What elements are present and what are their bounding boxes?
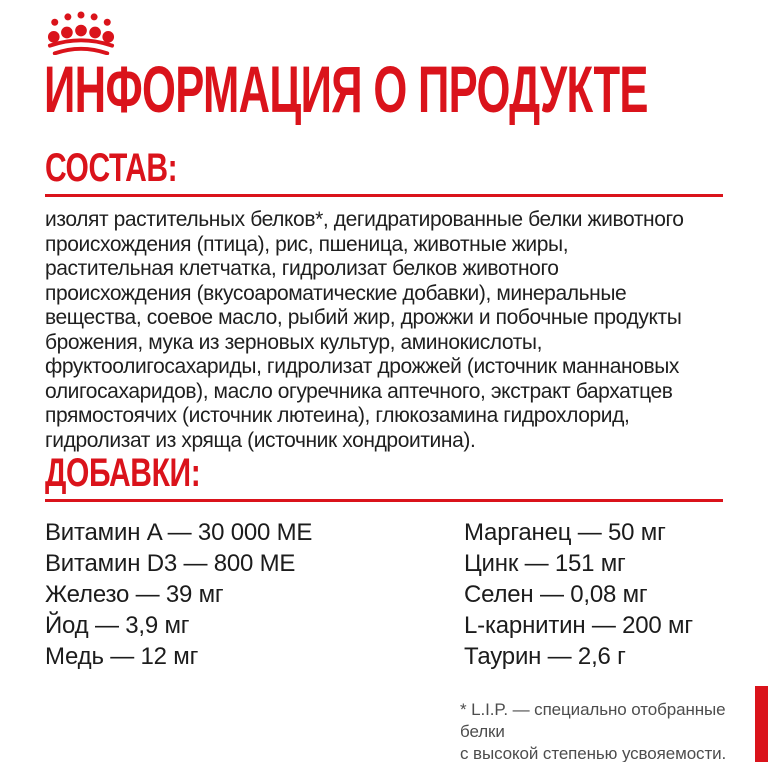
royal-canin-crown-logo (46, 9, 116, 55)
additive-item: Витамин D3 — 800 МЕ (45, 550, 296, 577)
composition-line: растительная клетчатка, гидролизат белков животного (45, 257, 559, 280)
footnote-line-2: с высокой степенью усвояемости. (460, 744, 727, 762)
composition-line: прямостоячих (источник лютеина), глюкозамина гидрохлорид, (45, 404, 630, 427)
additives-section (45, 451, 723, 672)
additive-item: Медь — 12 мг (45, 643, 199, 670)
additive-item: Селен — 0,08 мг (464, 581, 648, 608)
composition-line: происхождения (вкусоароматические добавки), минеральные (45, 281, 627, 305)
additive-item: Йод — 3,9 мг (45, 612, 190, 639)
additives-heading: ДОБАВКИ: (45, 451, 201, 495)
composition-line: олигосахаридов), масло огуречника аптечного, экстракт бархатцев (45, 379, 673, 403)
composition-line: брожения, мука из зерновых культур, аминокислоты, (45, 330, 543, 354)
red-corner-bar (755, 686, 768, 762)
composition-line: изолят растительных белков*, дегидратированные белки животного (45, 208, 684, 231)
composition-heading: СОСТАВ: (45, 146, 178, 190)
composition-line: гидролизат из хряща (источник хондроитина). (45, 428, 476, 452)
additive-item: Витамин A — 30 000 МЕ (45, 519, 313, 546)
red-divider (45, 499, 723, 502)
additive-item: Марганец — 50 мг (464, 519, 666, 546)
additive-item: L-карнитин — 200 мг (464, 612, 693, 639)
lip-footnote (460, 699, 768, 762)
composition-text (45, 208, 723, 453)
page-title: ИНФОРМАЦИЯ О ПРОДУКТЕ (44, 52, 648, 126)
additives-left-column (45, 517, 464, 672)
composition-line: вещества, соевое масло, рыбий жир, дрожжи и побочные продукты (45, 306, 682, 329)
composition-line: фруктоолигосахариды, гидролизат дрожжей (источник маннановых (45, 355, 680, 378)
red-divider (45, 194, 723, 197)
additive-item: Цинк — 151 мг (464, 550, 626, 577)
footnote-line-1: * L.I.P. — специально отобранные белки (460, 700, 726, 741)
additives-right-column (464, 517, 693, 672)
additives-columns (45, 517, 723, 672)
composition-section (45, 146, 723, 453)
composition-line: происхождения (птица), рис, пшеница, животные жиры, (45, 232, 569, 256)
additive-item: Таурин — 2,6 г (464, 643, 626, 670)
additive-item: Железо — 39 мг (45, 581, 224, 608)
